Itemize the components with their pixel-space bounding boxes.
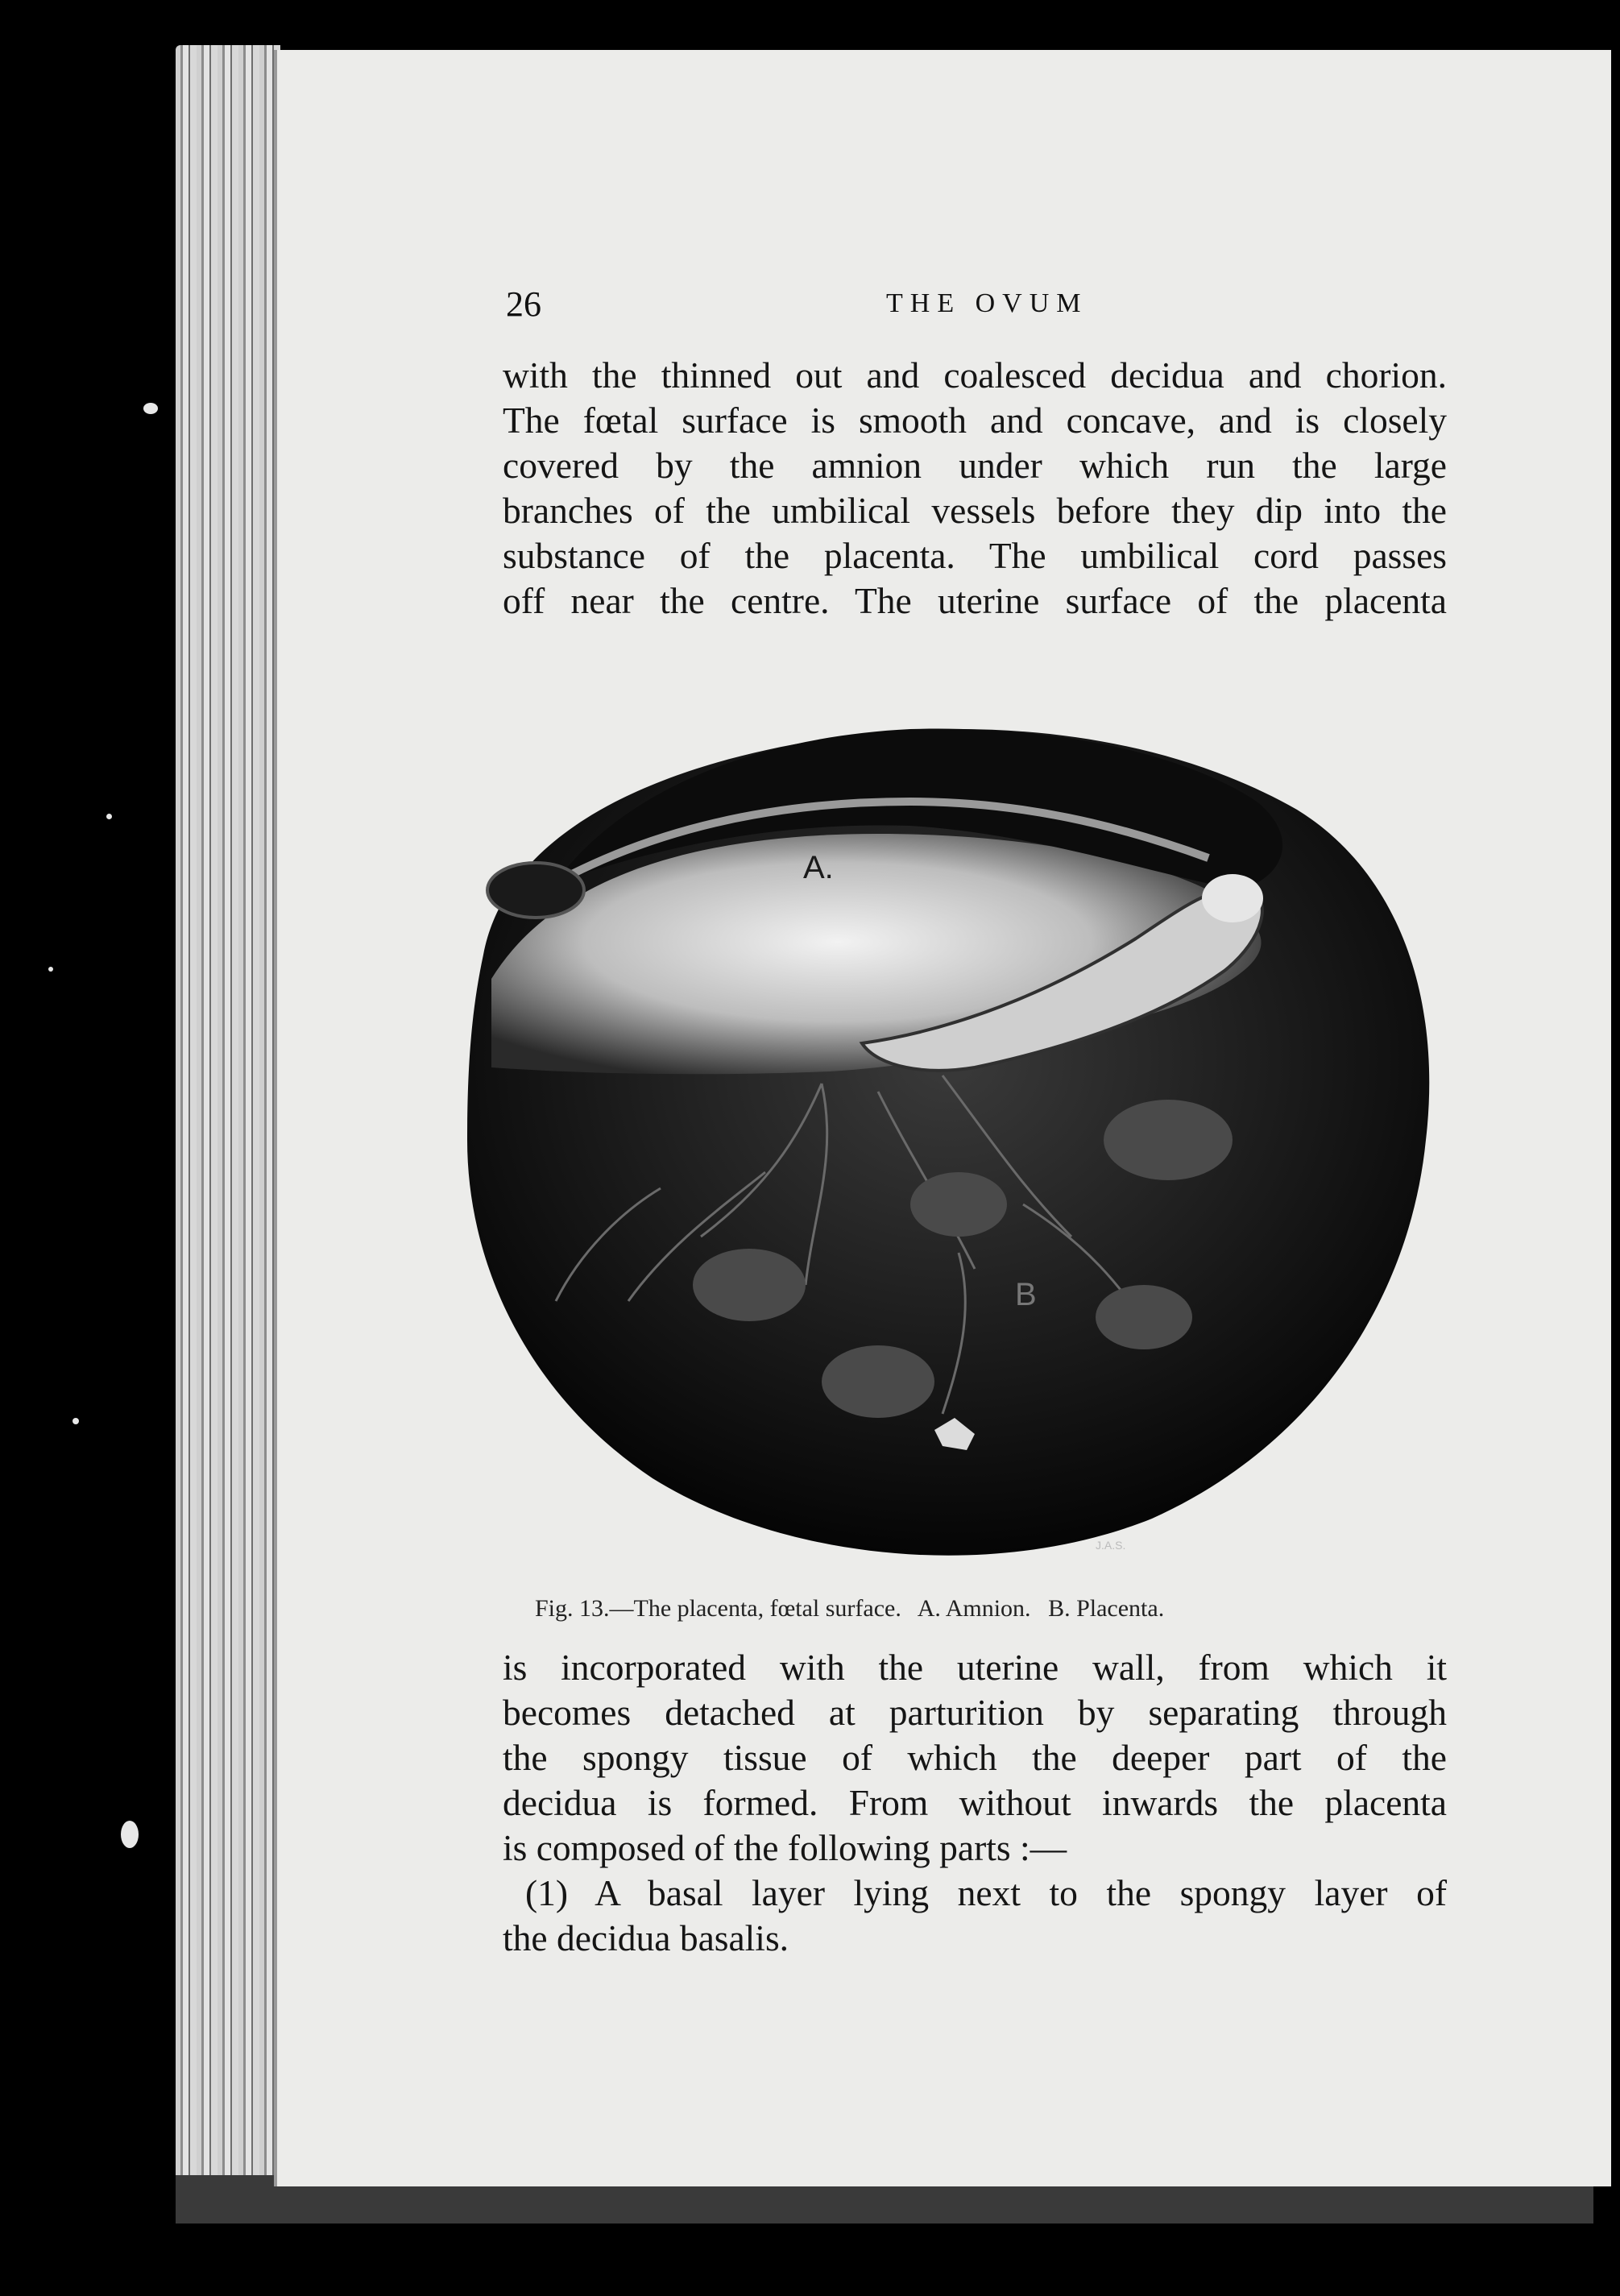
figure-caption <box>535 1595 1437 1623</box>
text-line: covered by the amnion under which run the large <box>503 445 1447 486</box>
text-line: becomes detached at parturition by separating through <box>503 1692 1447 1733</box>
artist-mark: J.A.S. <box>1096 1539 1126 1552</box>
text-line: is composed of the following parts :— <box>503 1827 1067 1868</box>
caption-title: Fig. 13.—The placenta, fœtal surface. <box>535 1595 901 1622</box>
dust-speck <box>143 403 158 414</box>
cord-stump <box>487 863 584 918</box>
caption-key-b: B. Placenta. <box>1048 1595 1165 1622</box>
text-line: off near the centre. The uterine surface of the placenta <box>503 580 1447 621</box>
dust-speck <box>73 1418 79 1424</box>
paragraph-before-figure <box>503 353 1447 624</box>
text-line: with the thinned out and coalesced decidua and chorion. <box>503 354 1447 396</box>
dust-speck <box>48 967 53 972</box>
text-line: branches of the umbilical vessels before they dip into the <box>503 490 1447 531</box>
paragraph-after-figure <box>503 1645 1447 1961</box>
text-line: the decidua basalis. <box>503 1917 789 1958</box>
text-line: decidua is formed. From without inwards the placenta <box>503 1782 1447 1823</box>
page-number: 26 <box>506 284 541 324</box>
placenta-illustration <box>459 689 1458 1567</box>
placenta-drawing <box>459 689 1458 1567</box>
text-line: is incorporated with the uterine wall, from which it <box>503 1647 1447 1688</box>
text-line: the spongy tissue of which the deeper part of the <box>503 1737 1447 1778</box>
book-page-edges <box>176 45 280 2220</box>
caption-key-a: A. Amnion. <box>917 1595 1031 1622</box>
cord-insertion <box>1202 874 1263 922</box>
text-line: (1) A basal layer lying next to the spongy layer of <box>525 1872 1447 1913</box>
dust-speck <box>121 1821 139 1848</box>
figure-label-a: A. <box>803 850 834 885</box>
text-line: The fœtal surface is smooth and concave, and is closely <box>503 400 1447 441</box>
dust-speck <box>106 814 112 819</box>
running-title: THE OVUM <box>886 288 1088 318</box>
figure-label-b: B <box>1015 1277 1037 1312</box>
text-line: substance of the placenta. The umbilical cord passes <box>503 535 1447 576</box>
